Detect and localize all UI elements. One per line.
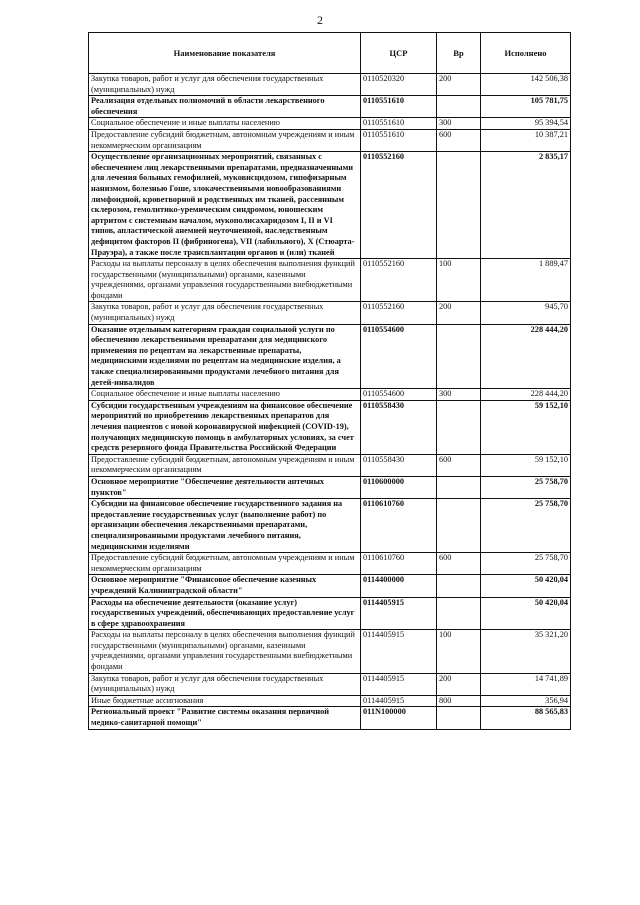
cell-sum: 1 889,47 — [481, 259, 571, 302]
cell-csr: 0110551610 — [361, 129, 437, 151]
cell-csr: 0114405915 — [361, 630, 437, 673]
cell-csr: 0110610760 — [361, 553, 437, 575]
cell-vr: 200 — [437, 302, 481, 324]
cell-sum: 50 420,04 — [481, 597, 571, 630]
cell-sum: 25 758,70 — [481, 476, 571, 498]
cell-sum: 35 321,20 — [481, 630, 571, 673]
cell-csr: 0110558430 — [361, 454, 437, 476]
cell-csr: 0110551610 — [361, 118, 437, 130]
table-row — [89, 695, 571, 707]
cell-vr: 800 — [437, 695, 481, 707]
cell-sum: 228 444,20 — [481, 389, 571, 401]
table-row — [89, 74, 571, 96]
cell-vr — [437, 324, 481, 389]
cell-sum: 25 758,70 — [481, 553, 571, 575]
cell-sum: 25 758,70 — [481, 499, 571, 553]
cell-name: Оказание отдельным категориям граждан социальной услуги по обеспечению лекарственными препаратами для медицинского применения по рецептам на лекарственные препараты, медицинскими изделиями по рецептам на медицинские изделия, а также специализированными продуктами лечебного питания для детей-инвалидов — [89, 324, 361, 389]
cell-sum: 2 835,17 — [481, 152, 571, 259]
table-row — [89, 707, 571, 729]
cell-name: Расходы на выплаты персоналу в целях обеспечения выполнения функций государственными (муниципальными) органами, казенными учреждениями, органами управления государственными внебюджетными фондами — [89, 259, 361, 302]
table-row — [89, 96, 571, 118]
table-row — [89, 389, 571, 401]
cell-sum: 50 420,04 — [481, 575, 571, 597]
table-row — [89, 553, 571, 575]
cell-csr: 0110600000 — [361, 476, 437, 498]
cell-name: Социальное обеспечение и иные выплаты населению — [89, 389, 361, 401]
cell-vr: 200 — [437, 74, 481, 96]
cell-sum: 142 506,38 — [481, 74, 571, 96]
cell-name: Предоставление субсидий бюджетным, автономным учреждениям и иным некоммерческим организациям — [89, 454, 361, 476]
cell-sum: 59 152,10 — [481, 400, 571, 454]
cell-vr — [437, 575, 481, 597]
header-executed: Исполнено — [481, 33, 571, 74]
cell-sum: 356,94 — [481, 695, 571, 707]
cell-sum: 10 387,21 — [481, 129, 571, 151]
cell-name: Предоставление субсидий бюджетным, автономным учреждениям и иным некоммерческим организациям — [89, 553, 361, 575]
cell-name: Закупка товаров, работ и услуг для обеспечения государственных (муниципальных) нужд — [89, 302, 361, 324]
cell-vr: 600 — [437, 129, 481, 151]
cell-vr: 200 — [437, 673, 481, 695]
cell-csr: 011N100000 — [361, 707, 437, 729]
cell-vr — [437, 476, 481, 498]
cell-csr: 0114405915 — [361, 673, 437, 695]
cell-vr — [437, 707, 481, 729]
table-row — [89, 324, 571, 389]
cell-csr: 0114405915 — [361, 695, 437, 707]
header-name: Наименование показателя — [89, 33, 361, 74]
cell-name: Закупка товаров, работ и услуг для обеспечения государственных (муниципальных) нужд — [89, 673, 361, 695]
cell-vr — [437, 96, 481, 118]
cell-vr: 300 — [437, 118, 481, 130]
table-row — [89, 575, 571, 597]
cell-vr — [437, 499, 481, 553]
budget-execution-table — [88, 32, 571, 730]
cell-vr: 100 — [437, 630, 481, 673]
cell-name: Основное мероприятие "Обеспечение деятельности аптечных пунктов" — [89, 476, 361, 498]
cell-csr: 0110610760 — [361, 499, 437, 553]
header-csr: ЦСР — [361, 33, 437, 74]
cell-name: Региональный проект "Развитие системы оказания первичной медико-санитарной помощи" — [89, 707, 361, 729]
table-row — [89, 476, 571, 498]
cell-name: Реализация отдельных полномочий в области лекарственного обеспечения — [89, 96, 361, 118]
cell-name: Социальное обеспечение и иные выплаты населению — [89, 118, 361, 130]
cell-sum: 59 152,10 — [481, 454, 571, 476]
table-row — [89, 673, 571, 695]
cell-vr — [437, 597, 481, 630]
table-row — [89, 597, 571, 630]
cell-csr: 0110554600 — [361, 389, 437, 401]
table-row — [89, 454, 571, 476]
table-row — [89, 259, 571, 302]
cell-name: Иные бюджетные ассигнования — [89, 695, 361, 707]
cell-sum: 105 781,75 — [481, 96, 571, 118]
cell-sum: 945,70 — [481, 302, 571, 324]
header-vr: Вр — [437, 33, 481, 74]
cell-csr: 0110554600 — [361, 324, 437, 389]
table-row — [89, 499, 571, 553]
cell-name: Основное мероприятие "Финансовое обеспечение казенных учреждений Калининградской области" — [89, 575, 361, 597]
cell-vr — [437, 152, 481, 259]
cell-csr: 0110552160 — [361, 302, 437, 324]
cell-name: Предоставление субсидий бюджетным, автономным учреждениям и иным некоммерческим организациям — [89, 129, 361, 151]
cell-name: Субсидии на финансовое обеспечение государственного задания на предоставление государственных услуг (выполнение работ) по организации обеспечения лекарственными препаратами, специализированными продуктами лечебного питания, медицинскими изделиями — [89, 499, 361, 553]
cell-csr: 0114400000 — [361, 575, 437, 597]
cell-csr: 0114405915 — [361, 597, 437, 630]
cell-vr: 600 — [437, 553, 481, 575]
table-row — [89, 118, 571, 130]
cell-name: Субсидии государственным учреждениям на финансовое обеспечение мероприятий по приобретению лекарственных препаратов для лечения пациентов с новой коронавирусной инфекцией (COVID-19), получающих медицинскую помощь в амбулаторных условиях, за счет средств резервного фонда Правительства Российской Федерации — [89, 400, 361, 454]
cell-sum: 88 565,83 — [481, 707, 571, 729]
table-row — [89, 152, 571, 259]
cell-sum: 14 741,89 — [481, 673, 571, 695]
page-number: 2 — [317, 13, 323, 27]
cell-sum: 228 444,20 — [481, 324, 571, 389]
cell-csr: 0110552160 — [361, 259, 437, 302]
cell-csr: 0110552160 — [361, 152, 437, 259]
cell-vr: 100 — [437, 259, 481, 302]
cell-sum: 95 394,54 — [481, 118, 571, 130]
table-row — [89, 630, 571, 673]
cell-csr: 0110551610 — [361, 96, 437, 118]
cell-name: Осуществление организационных мероприятий, связанных с обеспечением лиц лекарственными препаратами, предназначенными для лечения больных гемофилией, муковисцидозом, гипофизарным нанизмом, болезнью Гоше, злокачественными новообразованиями лимфоидной, кроветворной и родственных им тканей, рассеянным склерозом, гемолитико-уремическим синдромом, юношеским артритом с системным началом, мукополисахаридозом I, II и VI типов, апластической анемией неуточненной, наследственным дефицитом факторов II (фибриногена), VII (лабильного), X (Стюарта-Прауэра), а также после трансплантации органов и (или) тканей — [89, 152, 361, 259]
cell-csr: 0110520320 — [361, 74, 437, 96]
cell-name: Закупка товаров, работ и услуг для обеспечения государственных (муниципальных) нужд — [89, 74, 361, 96]
cell-vr: 600 — [437, 454, 481, 476]
cell-vr: 300 — [437, 389, 481, 401]
table-header-row — [89, 33, 571, 74]
cell-vr — [437, 400, 481, 454]
table-row — [89, 129, 571, 151]
table-row — [89, 400, 571, 454]
cell-name: Расходы на выплаты персоналу в целях обеспечения выполнения функций государственными (муниципальными) органами, казенными учреждениями, органами управления государственными внебюджетными фондами — [89, 630, 361, 673]
cell-name: Расходы на обеспечение деятельности (оказание услуг) государственных учреждений, обеспечивающих предоставление услуг в сфере здравоохранения — [89, 597, 361, 630]
cell-csr: 0110558430 — [361, 400, 437, 454]
table-row — [89, 302, 571, 324]
